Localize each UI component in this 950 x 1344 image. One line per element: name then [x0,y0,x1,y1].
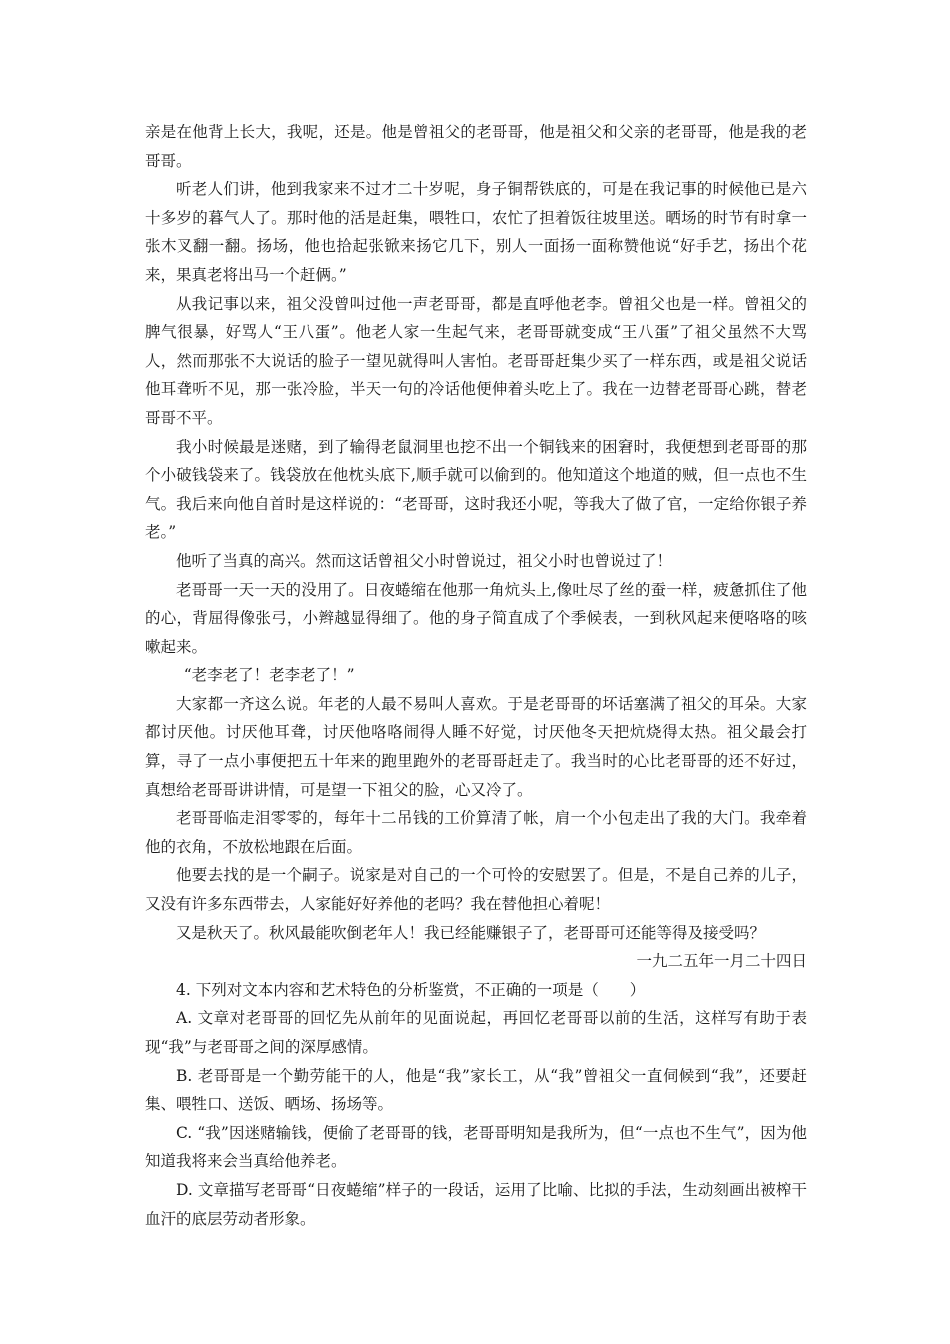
option-b: B. 老哥哥是一个勤劳能干的人，他是“我”家长工，从“我”曾祖父一直伺候到“我”，还要赶集、喂牲口、送饭、晒场、扬场等。 [145,1066,807,1114]
story-paragraph: 他要去找的是一个嗣子。说家是对自己的一个可怜的安慰罢了。但是，不是自己养的儿子，又没有许多东西带去，人家能好好养他的老吗？我在替他担心着呢！ [145,866,807,914]
story-date: 一九二五年一月二十四日 [636,952,807,971]
story-paragraph: 老哥哥一天一天的没用了。日夜蜷缩在他那一角炕头上,像吐尽了丝的蚕一样，疲惫抓住了他的心，背屈得像张弓，小辫越显得细了。他的身子简直成了个季候表，一到秋风起来便咯咯的咳嗽起来。 [145,580,807,656]
story-paragraph: 从我记事以来，祖父没曾叫过他一声老哥哥，都是直呼他老李。曾祖父也是一样。曾祖父的脾气很暴，好骂人“王八蛋”。他老人家一生起气来，老哥哥就变成“王八蛋”了祖父虽然不大骂人，然而那张不大说话的脸子一望见就得叫人害怕。老哥哥赶集少买了一样东西，或是祖父说话他耳聋听不见，那一张冷脸，半天一句的冷话他便伸着头吃上了。我在一边替老哥哥心跳，替老哥哥不平。 [145,294,807,427]
document-page [145,118,807,1233]
option-a: A. 文章对老哥哥的回忆先从前年的见面说起，再回忆老哥哥以前的生活，这样写有助于表现“我”与老哥哥之间的深厚感情。 [145,1009,807,1056]
story-paragraph: 亲是在他背上长大，我呢，还是。他是曾祖父的老哥哥，他是祖父和父亲的老哥哥，他是我的老哥哥。 [145,123,807,170]
option-c: C. “我”因迷赌输钱，便偷了老哥哥的钱，老哥哥明知是我所为，但“一点也不生气”，因为他知道我将来会当真给他养老。 [145,1123,807,1171]
story-paragraph: 老哥哥临走泪零零的，每年十二吊钱的工价算清了帐，肩一个小包走出了我的大门。我牵着他的衣角，不放松地跟在后面。 [145,809,807,856]
option-d: D. 文章描写老哥哥“日夜蜷缩”样子的一段话，运用了比喻、比拟的手法，生动刻画出被榨干血汗的底层劳动者形象。 [145,1180,807,1228]
question-stem: 4. 下列对文本内容和艺术特色的分析鉴赏，不正确的一项是（ ） [176,980,646,999]
story-paragraph: 他听了当真的高兴。然而这话曾祖父小时曾说过，祖父小时也曾说过了！ [176,551,673,570]
story-dialog: “老李老了！老李老了！” [183,666,355,685]
story-paragraph: 又是秋天了。秋风最能吹倒老年人！我已经能赚银子了，老哥哥可还能等得及接受吗？ [176,923,766,942]
story-paragraph: 大家都一齐这么说。年老的人最不易叫人喜欢。于是老哥哥的坏话塞满了祖父的耳朵。大家都讨厌他。讨厌他耳聋，讨厌他咯咯闹得人睡不好觉，讨厌他冬天把炕烧得太热。祖父最会打算，寻了一点小事便把五十年来的跑里跑外的老哥哥赶走了。我当时的心比老哥哥的还不好过，真想给老哥哥讲讲情，可是望一下祖父的脸，心又冷了。 [145,694,807,799]
story-paragraph: 听老人们讲，他到我家来不过才二十岁呢，身子铜帮铁底的，可是在我记事的时候他已是六十多岁的暮气人了。那时他的活是赶集，喂牲口，农忙了担着饭往坡里送。晒场的时节有时拿一张木叉翻一翻。扬场，他也拾起张锨来扬它几下，别人一面扬一面称赞他说“好手艺，扬出个花来，果真老将出马一个赶俩。” [145,180,807,284]
story-paragraph: 我小时候最是迷赌，到了输得老鼠洞里也挖不出一个铜钱来的困窘时，我便想到老哥哥的那个小破钱袋来了。钱袋放在他枕头底下,顺手就可以偷到的。他知道这个地道的贼，但一点也不生气。我后来向他自首时是这样说的：“老哥哥，这时我还小呢，等我大了做了官，一定给你银子养老。” [145,437,807,542]
